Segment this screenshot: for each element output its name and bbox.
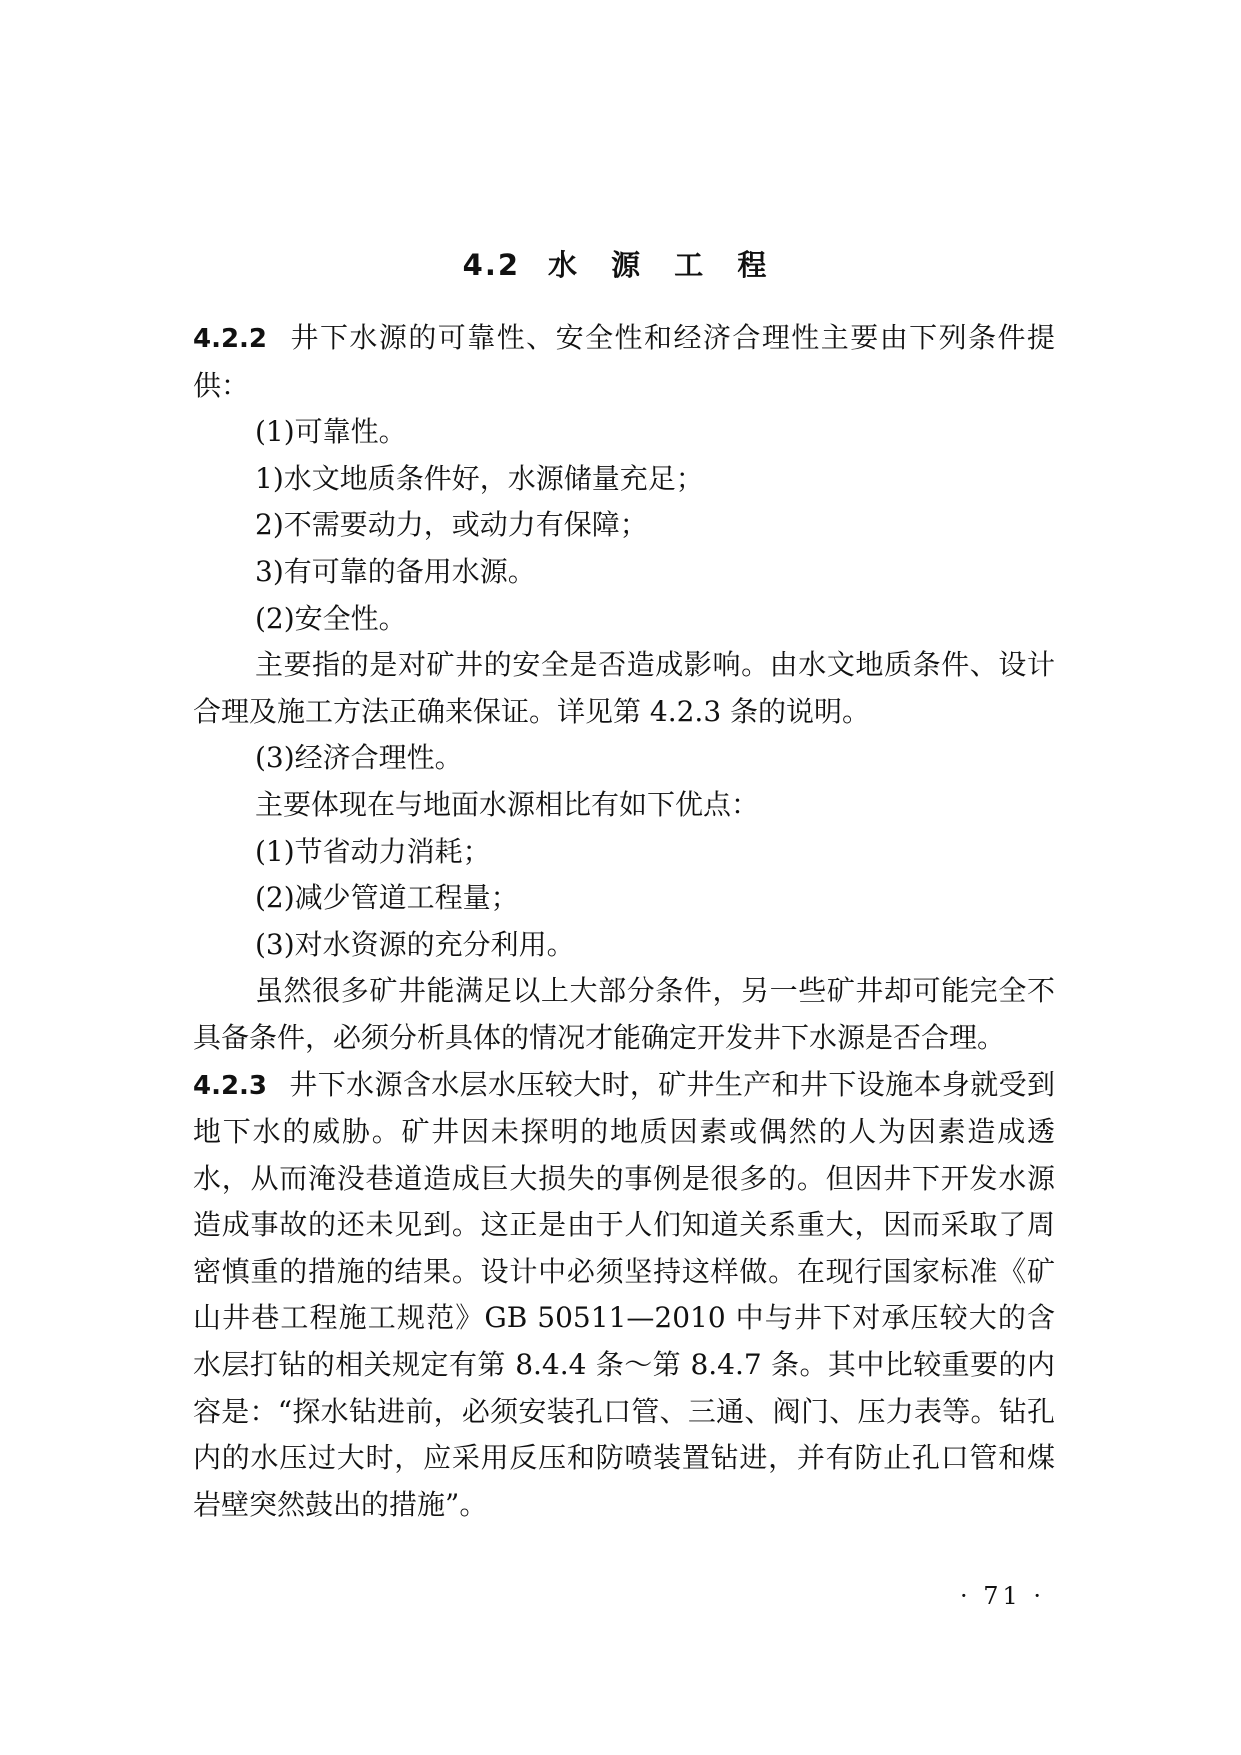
list-item: 1)水文地质条件好，水源储量充足； (255, 461, 704, 495)
list-item: (3)对水资源的充分利用。 (255, 927, 575, 961)
paragraph: 主要指的是对矿井的安全是否造成影响。由水文地质条件、设计合理及施工方法正确来保证。详见第 4.2.3 条的说明。 (193, 648, 1055, 728)
section-number: 4.2 (462, 248, 521, 282)
list-item: (2)安全性。 (255, 601, 407, 635)
list-item: 2)不需要动力，或动力有保障； (255, 508, 648, 542)
clause-4-2-3 (193, 1062, 1055, 1529)
list-item: (1)节省动力消耗； (255, 834, 491, 868)
clause-number: 4.2.3 (193, 1070, 268, 1101)
clause-text: 井下水源的可靠性、安全性和经济合理性主要由下列条件提供： (193, 321, 1055, 402)
clause-4-2-2-intro (193, 315, 1055, 409)
list-item: 3)有可靠的备用水源。 (255, 554, 536, 588)
list-item: (1)可靠性。 (255, 415, 407, 449)
list-item: (3)经济合理性。 (255, 741, 463, 775)
paragraph: 主要体现在与地面水源相比有如下优点： (255, 787, 760, 821)
section-heading (0, 243, 1241, 284)
clause-number: 4.2.2 (193, 324, 268, 354)
list-item: (2)减少管道工程量； (255, 881, 519, 915)
body-text (193, 315, 1055, 1528)
section-title: 水 源 工 程 (548, 248, 779, 282)
page-number: · 71 · (960, 1582, 1046, 1610)
paragraph: 虽然很多矿井能满足以上大部分条件，另一些矿井却可能完全不具备条件，必须分析具体的情况才能确定开发井下水源是否合理。 (193, 974, 1055, 1054)
clause-text: 井下水源含水层水压较大时，矿井生产和井下设施本身就受到地下水的威胁。矿井因未探明的地质因素或偶然的人为因素造成透水，从而淹没巷道造成巨大损失的事例是很多的。但因井下开发水源造成事故的还未见到。这正是由于人们知道关系重大，因而采取了周密慎重的措施的结果。设计中必须坚持这样做。在现行国家标准《矿山井巷工程施工规范》GB 50511—2010 中与井下对承压较大的含水层打钻的相关规定有第 8.4.4 条～第 8.4.7 条。其中比较重要的内容是：“探水钻进前，必须安装孔口管、三通、阀门、压力表等。钻孔内的水压过大时，应采用反压和防喷装置钻进，并有防止孔口管和煤岩壁突然鼓出的措施”。 (193, 1067, 1055, 1521)
